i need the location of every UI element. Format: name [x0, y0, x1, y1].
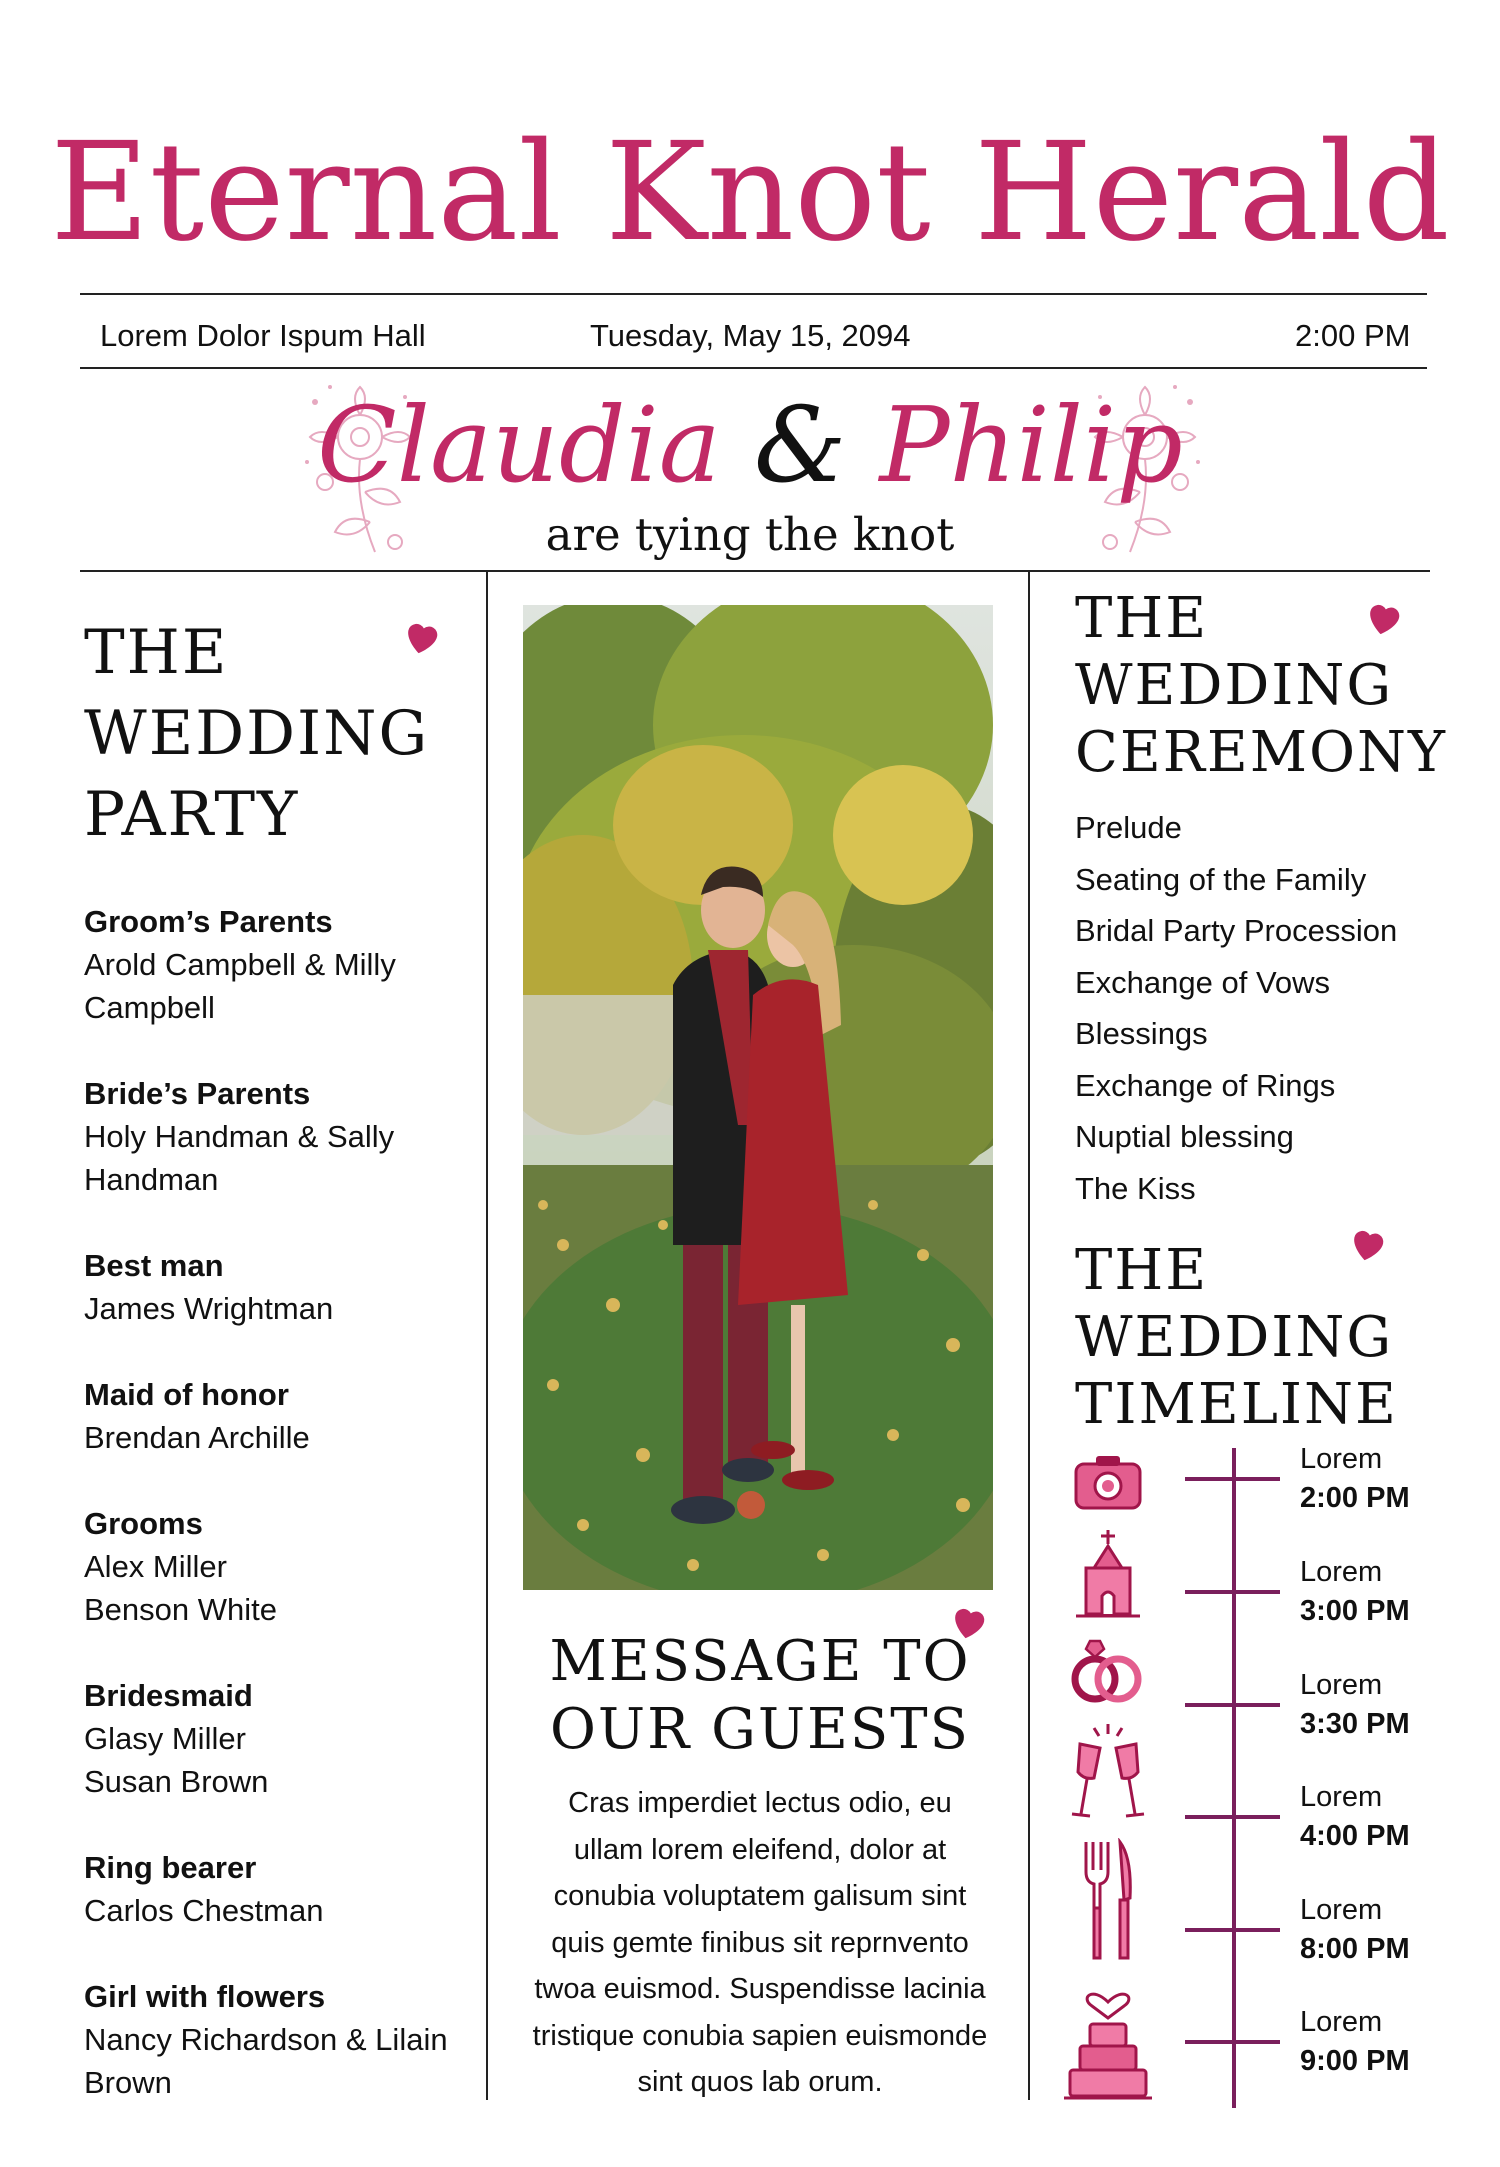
message-line: ullam lorem eleifend, dolor at — [573, 1833, 947, 1866]
timeline-label: Lorem — [1300, 2006, 1383, 2038]
couple-photo — [523, 605, 993, 1590]
timeline-tick — [1185, 1928, 1280, 1932]
ceremony-item: Seating of the Family — [1075, 861, 1367, 897]
timeline-label: Lorem — [1300, 1894, 1383, 1926]
column-divider-right — [1028, 572, 1030, 2100]
masthead-title: Eternal Knot Herald — [50, 114, 1450, 272]
church-icon — [1072, 1528, 1144, 1620]
timeline-tick — [1185, 1477, 1280, 1481]
party-member: Campbell — [84, 990, 215, 1025]
timeline-time: 4:00 PM — [1300, 1820, 1410, 1852]
party-group — [84, 1373, 484, 1459]
section-rule — [80, 570, 1430, 572]
top-rule — [80, 293, 1427, 295]
party-member: Holy Handman & Sally — [84, 1119, 395, 1154]
timeline-tick — [1185, 1703, 1280, 1707]
timeline-entry — [1300, 1553, 1410, 1631]
timeline-time: 3:30 PM — [1300, 1708, 1410, 1740]
party-member: Handman — [84, 1162, 219, 1197]
message-line: Cras imperdiet lectus odio, eu — [568, 1787, 952, 1819]
tagline: are tying the knot — [545, 508, 955, 561]
venue-text: Lorem Dolor Ispum Hall — [100, 318, 426, 353]
party-member: Alex Miller — [84, 1549, 227, 1584]
column-divider-left — [486, 572, 488, 2100]
party-member: Nancy Richardson & Lilain — [84, 2022, 448, 2057]
party-group — [84, 1244, 484, 1330]
fork-knife-icon — [1080, 1838, 1136, 1964]
timeline-time: 8:00 PM — [1300, 1933, 1410, 1965]
party-group — [84, 900, 484, 1029]
party-role: Girl with flowers — [84, 1979, 326, 2014]
timeline-label: Lorem — [1300, 1781, 1383, 1813]
message-line: twoa euismod. Suspendisse lacinia — [534, 1973, 986, 2005]
timeline-axis — [1232, 1448, 1236, 2108]
message-body — [505, 1780, 1015, 2106]
timeline-entry — [1300, 1666, 1410, 1744]
ceremony-item: Nuptial blessing — [1075, 1119, 1294, 1154]
ceremony-item: Prelude — [1075, 810, 1182, 845]
groom-name: Philip — [879, 384, 1183, 506]
party-list — [84, 900, 484, 2147]
camera-icon — [1070, 1452, 1146, 1512]
timeline-entry — [1300, 2003, 1410, 2081]
ceremony-item: Exchange of Vows — [1075, 964, 1331, 1000]
date-text: Tuesday, May 15, 2094 — [590, 318, 911, 353]
party-member: James Wrightman — [84, 1291, 334, 1326]
timeline-title: THE WEDDING TIMELINE — [1075, 1238, 1398, 1437]
party-title: THE WEDDING PARTY — [84, 617, 430, 850]
timeline-entry — [1300, 1440, 1410, 1518]
party-role: Best man — [84, 1248, 224, 1283]
wedding-cake-icon — [1062, 1972, 1154, 2102]
party-role: Grooms — [84, 1506, 203, 1541]
message-line: quis gemte finibus sit reprnvento — [551, 1926, 969, 1959]
party-member: Brendan Archille — [84, 1420, 310, 1455]
timeline-entry — [1300, 1891, 1410, 1969]
party-role: Ring bearer — [84, 1850, 257, 1885]
couple-names — [0, 384, 1500, 506]
message-line: conubia voluptatem galisum sint — [553, 1880, 967, 1912]
timeline-tick — [1185, 2040, 1280, 2044]
message-line: sint quos lab orum. — [637, 2066, 883, 2098]
ceremony-list — [1075, 802, 1397, 1214]
ceremony-item: The Kiss — [1075, 1170, 1196, 1206]
timeline-tick — [1185, 1590, 1280, 1594]
message-line: tristique conubia sapien euismonde — [532, 2019, 988, 2052]
timeline-label: Lorem — [1300, 1669, 1383, 1701]
timeline-entry — [1300, 1778, 1410, 1856]
party-member: Susan Brown — [84, 1764, 269, 1799]
ceremony-item: Blessings — [1075, 1016, 1208, 1051]
party-group — [84, 1975, 484, 2104]
message-title: MESSAGE TO OUR GUESTS — [549, 1629, 971, 1762]
timeline-time: 9:00 PM — [1300, 2045, 1410, 2077]
bride-name: Claudia — [317, 384, 721, 506]
timeline-tick — [1185, 1815, 1280, 1819]
timeline-time: 2:00 PM — [1300, 1482, 1410, 1514]
party-group — [84, 1846, 484, 1932]
ceremony-title: THE WEDDING CEREMONY — [1075, 586, 1447, 785]
rings-icon — [1068, 1635, 1148, 1707]
party-group — [84, 1072, 484, 1201]
party-group — [84, 1674, 484, 1803]
time-text: 2:00 PM — [1295, 318, 1411, 353]
party-member: Carlos Chestman — [84, 1893, 324, 1928]
timeline-label: Lorem — [1300, 1443, 1383, 1475]
ampersand: & — [753, 384, 847, 506]
party-role: Bridesmaid — [84, 1678, 253, 1713]
party-member: Brown — [84, 2065, 172, 2100]
toast-glasses-icon — [1070, 1722, 1146, 1822]
timeline-label: Lorem — [1300, 1556, 1383, 1588]
party-member: Glasy Miller — [84, 1721, 246, 1756]
party-member: Arold Campbell & Milly — [84, 947, 396, 982]
ceremony-item: Bridal Party Procession — [1075, 913, 1398, 948]
party-role: Groom’s Parents — [84, 904, 333, 939]
party-group — [84, 1502, 484, 1631]
party-role: Bride’s Parents — [84, 1076, 311, 1111]
party-role: Maid of honor — [84, 1377, 289, 1412]
party-member: Benson White — [84, 1592, 277, 1627]
ceremony-item: Exchange of Rings — [1075, 1067, 1336, 1103]
info-rule — [80, 367, 1427, 369]
timeline-time: 3:00 PM — [1300, 1595, 1410, 1627]
